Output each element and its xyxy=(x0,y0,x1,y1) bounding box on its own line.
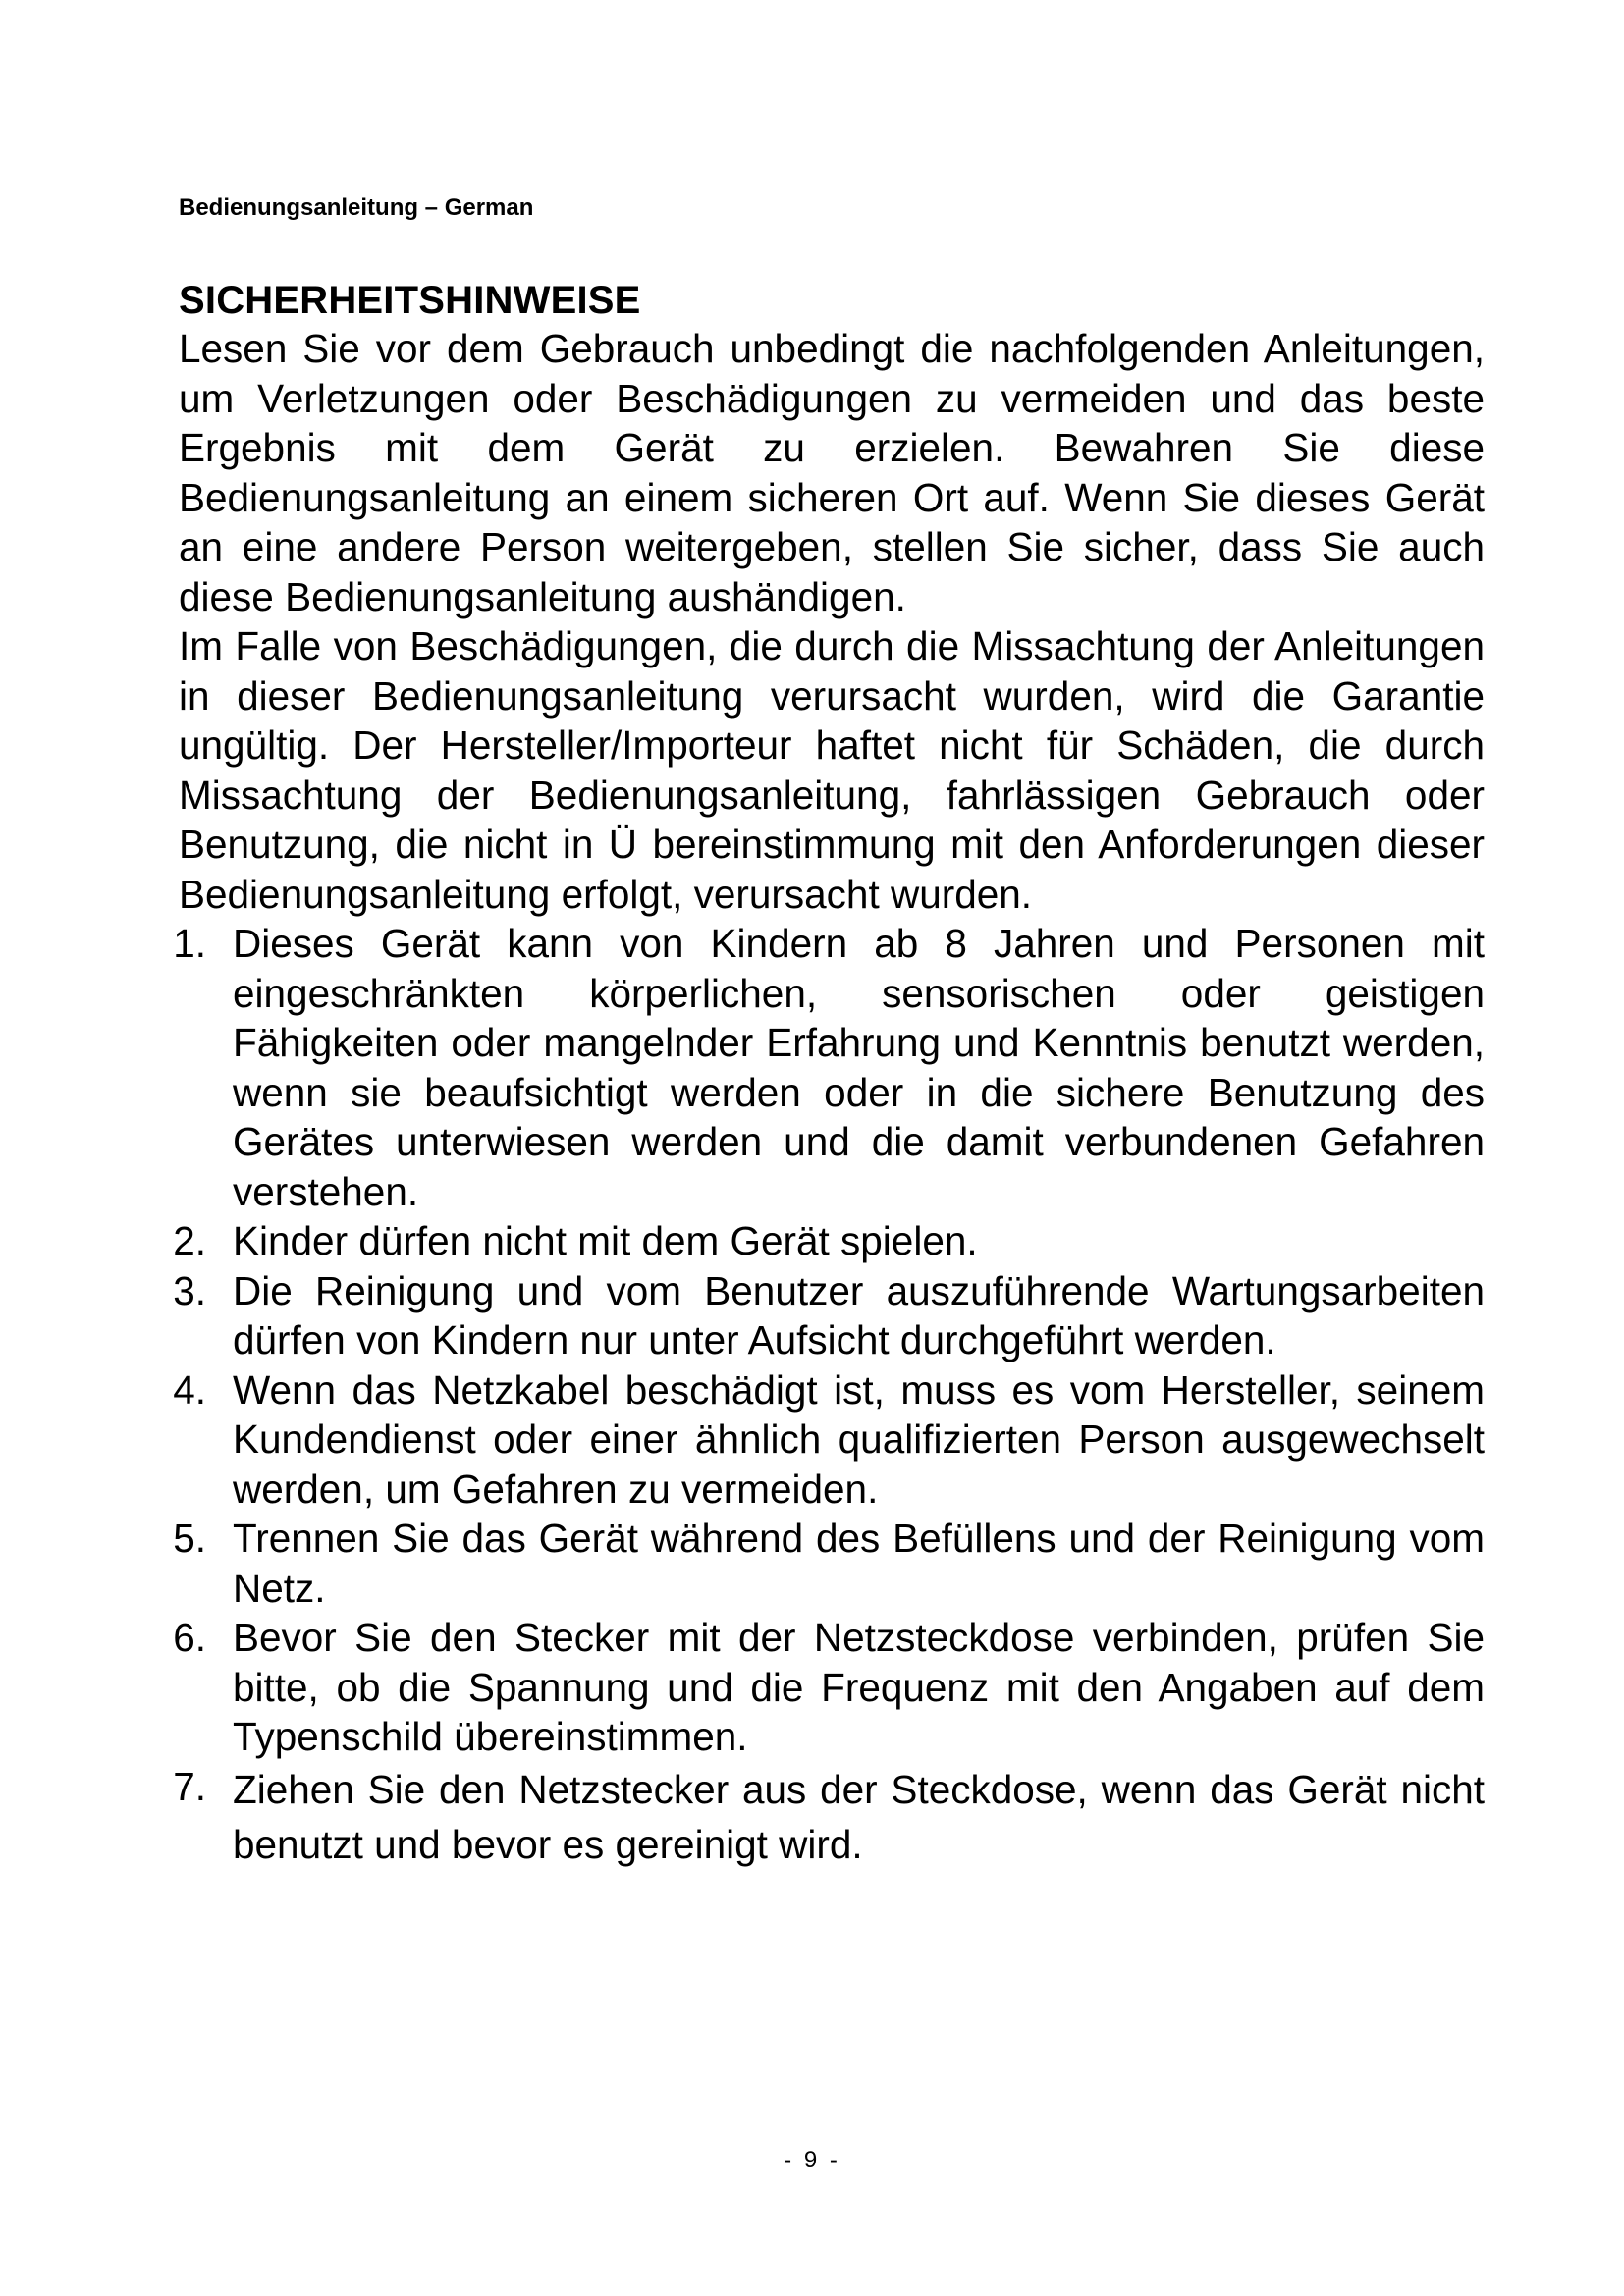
list-item xyxy=(173,1613,1485,1762)
list-item-number: 3. xyxy=(173,1267,206,1313)
page-number: - 9 - xyxy=(784,2147,840,2173)
list-item xyxy=(173,1266,1485,1365)
list-item-text: Wenn das Netzkabel beschädigt ist, muss es vom Hersteller, seinem Kundendienst oder einer ähnlich qualifizierten Person ausgewechselt werden, um Gefahren zu vermeiden. xyxy=(233,1366,1485,1512)
list-item-text: Dieses Gerät kann von Kindern ab 8 Jahren und Personen mit eingeschränkten körperlichen, sensorischen oder geistigen Fähigkeiten oder mangelnder Erfahrung und Kenntnis benutzt werden, wenn sie beaufsichtigt werden oder in die sichere Benutzung des Gerätes unterwiesen werden und die damit verbundenen Gefahren verstehen. xyxy=(233,921,1485,1214)
list-item xyxy=(173,1216,1485,1266)
list-item-number: 4. xyxy=(173,1366,206,1413)
safety-instructions-list xyxy=(173,919,1485,1872)
running-header: Bedienungsanleitung – German xyxy=(179,194,534,221)
list-item-number: 7. xyxy=(173,1763,206,1809)
list-item-number: 5. xyxy=(173,1516,206,1561)
list-item-number: 2. xyxy=(173,1218,206,1263)
list-item-text: Bevor Sie den Stecker mit der Netzsteckdose verbinden, prüfen Sie bitte, ob die Spannung und die Frequenz mit den Angaben auf dem Typenschild übereinstimmen. xyxy=(233,1615,1485,1759)
list-item xyxy=(173,1762,1485,1872)
list-item-text: Kinder dürfen nicht mit dem Gerät spielen. xyxy=(233,1218,978,1263)
page-content xyxy=(173,277,1485,1872)
list-item xyxy=(173,1514,1485,1613)
list-item xyxy=(173,919,1485,1216)
list-item xyxy=(173,1365,1485,1515)
list-item-number: 1. xyxy=(173,921,206,966)
list-item-number: 6. xyxy=(173,1615,206,1660)
warranty-paragraph: Im Falle von Beschädigungen, die durch die Missachtung der Anleitungen in dieser Bedienungsanleitung verursacht wurden, wird die Garantie ungültig. Der Hersteller/Importeur haftet nicht für Schäden, die durch Missachtung der Bedienungsanleitung, fahrlässigen Gebrauch oder Benutzung, die nicht in Ü bereinstimmung mit den Anforderungen dieser Bedienungsanleitung erfolgt, verursacht wurden. xyxy=(179,623,1485,917)
list-item-text: Trennen Sie das Gerät während des Befüllens und der Reinigung vom Netz. xyxy=(233,1516,1485,1611)
list-item-text: Die Reinigung und vom Benutzer auszuführende Wartungsarbeiten dürfen von Kindern nur unter Aufsicht durchgeführt werden. xyxy=(233,1267,1485,1362)
section-title: SICHERHEITSHINWEISE xyxy=(179,279,641,322)
list-item-text: Ziehen Sie den Netzstecker aus der Steckdose, wenn das Gerät nicht benutzt und bevor es gereinigt wird. xyxy=(233,1766,1485,1867)
intro-paragraph: Lesen Sie vor dem Gebrauch unbedingt die nachfolgenden Anleitungen, um Verletzungen oder Beschädigungen zu vermeiden und das beste Ergebnis mit dem Gerät zu erzielen. Bewahren Sie diese Bedienungsanleitung an einem sicheren Ort auf. Wenn Sie dieses Gerät an eine andere Person weitergeben, stellen Sie sicher, dass Sie auch diese Bedienungsanleitung aushändigen. xyxy=(179,326,1485,619)
